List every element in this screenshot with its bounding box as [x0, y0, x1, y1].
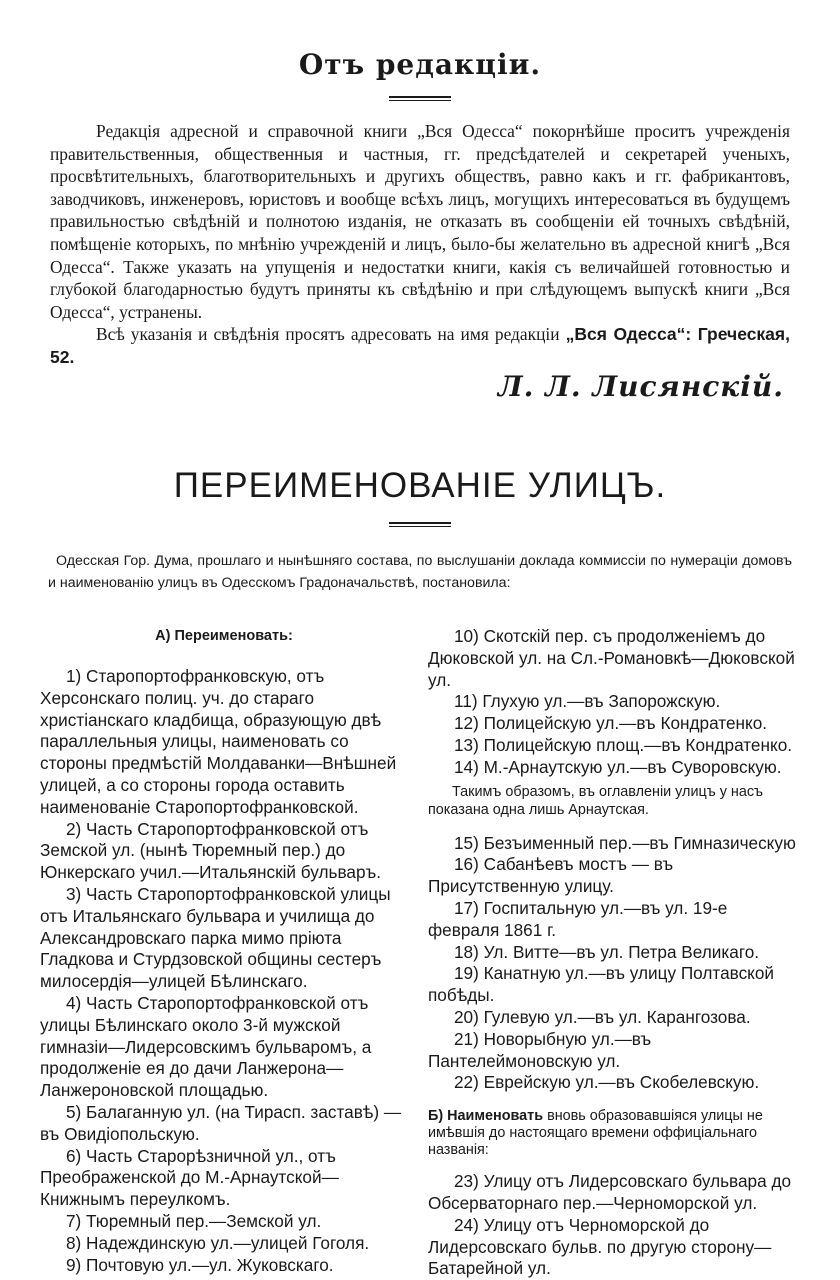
list-item: 9) Почтовую ул.—ул. Жуковскаго. — [66, 1254, 334, 1275]
title-divider — [389, 94, 451, 103]
list-item: 19) Канатную ул.—въ улицу Полтавской побѣды. — [428, 963, 775, 1006]
list-item: 17) Госпитальную ул.—въ ул. 19-е февраля 1861 г. — [428, 897, 728, 940]
list-item: 7) Тюремный пер.—Земской ул. — [66, 1210, 322, 1231]
address-intro: Всѣ указанія и свѣдѣнія просятъ адресовать на имя редакціи — [96, 324, 560, 345]
list-item: 14) М.-Арнаутскую ул.—въ Суворовскую. — [454, 756, 782, 777]
renaming-heading: ПЕРЕИМЕНОВАНІЕ УЛИЦЪ. — [173, 466, 667, 505]
footnote: Такимъ образомъ, въ оглавленіи улицъ у насъ показана одна лишь Арнаутская. — [428, 783, 764, 818]
editor-signature: Л. Л. Лисянскій. — [497, 370, 784, 403]
list-item: 2) Часть Старопортофранковской отъ Земской ул. (нынѣ Тюремный пер.) до Юнкерскаго учил.—Итальянскій бульваръ. — [40, 818, 382, 883]
list-item: 13) Полицейскую площ.—въ Кондратенко. — [454, 734, 793, 755]
right-column — [428, 626, 802, 1280]
list-item: 5) Балаганную ул. (на Тирасп. заставѣ) —въ Овидіопольскую. — [40, 1101, 402, 1144]
list-item: 16) Сабанѣевъ мостъ — въ Присутственную улицу. — [428, 854, 674, 897]
heading-divider — [389, 520, 451, 529]
list-item: 6) Часть Старорѣзничной ул., отъ Преображенской до М.-Арнаутской—Книжнымъ переулкомъ. — [40, 1145, 339, 1210]
editorial-paragraph: Редакція адресной и справочной книги „Вся Одесса“ покорнѣйше проситъ учрежденія правительственныя, общественныя и частныя, гг. предсѣдателей и секретарей ученыхъ, просвѣтительныхъ, благотворительныхъ и другихъ обществъ, равно какъ и гг. фабрикантовъ, заводчиковъ, инженеровъ, юристовъ и вообще всѣхъ лицъ, могущихъ интересоваться въ будущемъ правильностью свѣдѣній и полнотою изданія, не отказать въ сообщеніи ей точныхъ свѣдѣній, помѣщеніе которыхъ, по мнѣнію учрежденій и лицъ, было-бы желательно въ адресной книгѣ „Вся Одесса“. Также указать на упущенія и недостатки книги, какія съ величайшей готовностью и глубокой благодарностью будутъ приняты къ свѣдѣнію и при слѣдующемъ выпускѣ книги „Вся Одесса“, устранены. — [50, 121, 790, 322]
list-item: 10) Скотскій пер. съ продолженіемъ до Дюковской ул. на Сл.-Романовкѣ—Дюковской ул. — [428, 626, 795, 690]
list-item: 8) Надеждинскую ул.—улицей Гоголя. — [66, 1232, 370, 1253]
editorial-title: Отъ редакціи. — [298, 48, 542, 81]
list-item: 4) Часть Старопортофранковской отъ улицы Бѣлинскаго около 3-й мужской гимназіи—Лидерсовскимъ бульваромъ, а продолженіе ея до дачи Ланжерона—Ланжероновской площадью. — [40, 992, 372, 1101]
decree-text: Одесская Гор. Дума, прошлаго и нынѣшняго состава, по выслушаніи доклада коммиссіи по нумераціи домовъ и наименованію улицъ въ Одесскомъ Градоначальствѣ, постановила: — [48, 553, 792, 591]
list-item: 21) Новорыбную ул.—въ Пантелеймоновскую ул. — [428, 1028, 652, 1071]
list-item: 3) Часть Старопортофранковской улицы отъ Итальянскаго бульвара и училища до Александровскаго парка мимо пріюта Гладкова и Стурдзовской общины сестеръ милосердія—улицей Бѣлинскаго. — [40, 883, 391, 992]
list-item: 12) Полицейскую ул.—въ Кондратенко. — [454, 713, 768, 734]
list-item: 11) Глухую ул.—въ Запорожскую. — [454, 691, 721, 712]
editorial-address: „Вся Одесса“: Греческая, 52. — [50, 324, 790, 367]
list-item: 23) Улицу отъ Лидерсовскаго бульвара до Обсерваторнаго пер.—Черноморской ул. — [428, 1171, 792, 1213]
list-item: 18) Ул. Витте—въ ул. Петра Великаго. — [454, 941, 760, 962]
list-item: 20) Гулевую ул.—въ ул. Карангозова. — [454, 1006, 751, 1027]
list-item: 22) Еврейскую ул.—въ Скобелевскую. — [454, 1072, 760, 1093]
list-item: 24) Улицу отъ Черноморской до Лидерсовскаго бульв. по другую сторону—Батарейной ул. — [428, 1214, 772, 1279]
editorial-body — [50, 120, 790, 369]
list-item: 15) Безъименный пер.—въ Гимназическую — [454, 832, 796, 853]
section-b-label: Б) Наименовать — [428, 1108, 544, 1125]
left-column — [40, 626, 408, 1276]
list-item: 1) Старопортофранковскую, отъ Херсонскаго полиц. уч. до стараго христіанскаго кладбища, образующую двѣ параллельныя улицы, наименовать со стороны предмѣстій Молдаванки—Внѣшней улицей, а со стороны города оставить наименованіе Старопортофранковской. — [40, 666, 397, 817]
editorial-paragraph-address — [50, 323, 790, 368]
section-a-title: А) Переименовать: — [155, 628, 293, 644]
section-b-text: вновь образовавшіяся улицы не имѣвшія до настоящаго времени оффиціальнаго названія: — [428, 1108, 763, 1159]
section-b-title — [428, 1108, 802, 1159]
